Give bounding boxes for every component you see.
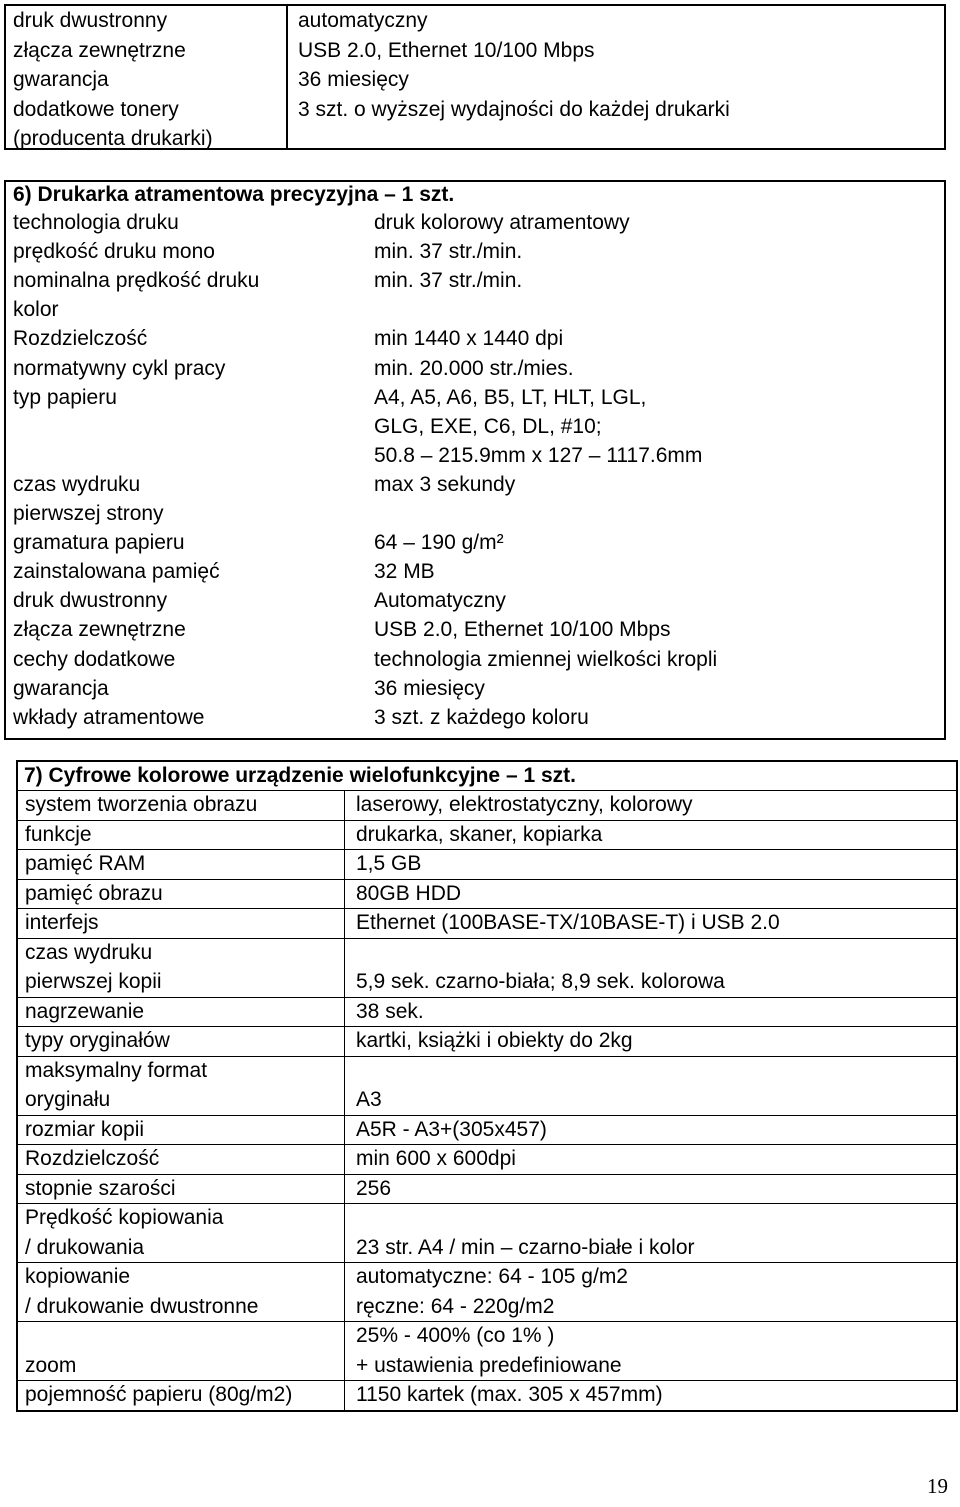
spec-row — [16, 849, 958, 879]
spec-value: 1150 kartek (max. 305 x 457mm) — [356, 1383, 663, 1406]
spec-value: 3 szt. o wyższej wydajności do każdej drukarki — [298, 97, 730, 121]
spec-value: 50.8 – 215.9mm x 127 – 1117.6mm — [374, 443, 703, 467]
spec-label: gwarancja — [13, 68, 109, 91]
spec-value: A4, A5, A6, B5, LT, HLT, LGL, — [374, 385, 647, 409]
spec-label: pamięć obrazu — [25, 881, 163, 905]
spec-row — [4, 6, 946, 36]
spec-row — [16, 1056, 958, 1115]
spec-value: min. 37 str./min. — [374, 240, 523, 264]
spec-value: automatyczne: 64 - 105 g/m2 — [356, 1265, 628, 1288]
spec-row — [4, 208, 946, 237]
spec-label: gramatura papieru — [13, 531, 185, 555]
spec-row — [4, 615, 946, 644]
column-divider — [344, 1174, 345, 1204]
spec-value: 256 — [356, 1176, 392, 1200]
column-divider — [344, 997, 345, 1027]
spec-row — [4, 586, 946, 615]
spec-label: stopnie szarości — [25, 1176, 176, 1200]
spec-row — [16, 1262, 958, 1321]
border-bottom — [4, 738, 946, 740]
spec-label: wkłady atramentowe — [13, 705, 205, 729]
spec-row — [16, 938, 958, 997]
spec-value: USB 2.0, Ethernet 10/100 Mbps — [374, 618, 671, 642]
column-divider — [344, 1056, 345, 1115]
spec-label: pojemność papieru (80g/m2) — [25, 1383, 293, 1406]
spec-value: 36 miesięcy — [374, 676, 485, 700]
spec-value: GLG, EXE, C6, DL, #10; — [374, 414, 602, 438]
spec-label: typy oryginałów — [25, 1029, 170, 1052]
page-number: 19 — [927, 1474, 948, 1498]
spec-value: 1,5 GB — [356, 852, 422, 875]
spec-value: min 600 x 600dpi — [356, 1147, 516, 1170]
spec-label: typ papieru — [13, 385, 117, 409]
spec-row — [16, 1115, 958, 1145]
spec-value: min. 20.000 str./mies. — [374, 356, 574, 380]
column-divider — [344, 938, 345, 997]
column-divider — [344, 1321, 345, 1380]
spec-label: złącza zewnętrzne — [13, 38, 186, 62]
spec-label: maksymalny format — [25, 1058, 208, 1082]
spec-row — [16, 1174, 958, 1204]
spec-value: min 1440 x 1440 dpi — [374, 327, 564, 351]
spec-row — [4, 95, 946, 154]
column-divider — [344, 1262, 345, 1321]
spec-value: USB 2.0, Ethernet 10/100 Mbps — [298, 38, 595, 62]
spec-value: 23 str. A4 / min – czarno-białe i kolor — [356, 1235, 695, 1259]
section-7-mfp-table — [16, 760, 958, 1412]
spec-label: druk dwustronny — [13, 9, 168, 32]
spec-label: Rozdzielczość — [13, 327, 148, 351]
spec-row — [4, 266, 946, 324]
spec-value: ręczne: 64 - 220g/m2 — [356, 1294, 555, 1318]
top-spec-table — [4, 4, 946, 150]
column-divider — [344, 1115, 345, 1145]
header-divider — [16, 790, 958, 791]
spec-label: czas wydruku — [13, 472, 141, 496]
spec-row — [16, 1321, 958, 1380]
spec-value: drukarka, skaner, kopiarka — [356, 822, 603, 846]
spec-label: Rozdzielczość — [25, 1147, 160, 1170]
spec-label: druk dwustronny — [13, 589, 168, 613]
column-divider — [344, 879, 345, 909]
column-divider — [344, 1144, 345, 1174]
spec-row — [16, 1380, 958, 1410]
spec-value: 80GB HDD — [356, 881, 462, 905]
section-6-title: 6) Drukarka atramentowa precyzyjna – 1 szt. — [13, 183, 455, 206]
spec-row — [4, 324, 946, 353]
spec-label: rozmiar kopii — [25, 1117, 145, 1141]
spec-row — [4, 528, 946, 557]
spec-label: cechy dodatkowe — [13, 647, 176, 671]
spec-value: Automatyczny — [374, 589, 506, 613]
spec-value: 32 MB — [374, 560, 435, 584]
spec-label: technologia druku — [13, 211, 179, 234]
spec-label: czas wydruku — [25, 940, 153, 964]
column-divider — [344, 1203, 345, 1262]
spec-row — [4, 645, 946, 674]
spec-value: min. 37 str./min. — [374, 269, 523, 293]
spec-label: / drukowania — [25, 1235, 145, 1259]
spec-value: max 3 sekundy — [374, 472, 516, 496]
spec-value: 38 sek. — [356, 999, 424, 1023]
spec-value: Ethernet (100BASE-TX/10BASE-T) i USB 2.0 — [356, 911, 780, 934]
spec-value: druk kolorowy atramentowy — [374, 211, 630, 234]
column-divider — [344, 908, 345, 938]
spec-value: 5,9 sek. czarno-biała; 8,9 sek. kolorowa — [356, 970, 725, 993]
spec-label: nagrzewanie — [25, 999, 145, 1023]
spec-value: A3 — [356, 1088, 382, 1111]
column-divider — [344, 1380, 345, 1410]
spec-label: zainstalowana pamięć — [13, 560, 220, 584]
spec-row — [16, 908, 958, 938]
spec-row — [16, 879, 958, 909]
spec-label: (producenta drukarki) — [13, 127, 213, 150]
spec-value: automatyczny — [298, 9, 428, 32]
column-divider — [344, 820, 345, 850]
spec-row — [4, 674, 946, 703]
spec-label: zoom — [25, 1353, 77, 1377]
spec-value: 36 miesięcy — [298, 68, 409, 91]
spec-label: pamięć RAM — [25, 852, 146, 875]
spec-label: system tworzenia obrazu — [25, 793, 258, 816]
spec-value: 64 – 190 g/m² — [374, 531, 504, 555]
spec-value: technologia zmiennej wielkości kropli — [374, 647, 718, 671]
spec-value: kartki, książki i obiekty do 2kg — [356, 1029, 633, 1052]
spec-value: 3 szt. z każdego koloru — [374, 705, 589, 729]
spec-row — [4, 470, 946, 528]
spec-label: nominalna prędkość druku — [13, 269, 260, 293]
spec-row — [4, 703, 946, 732]
spec-row — [4, 36, 946, 66]
spec-label: funkcje — [25, 822, 92, 846]
spec-row — [16, 1203, 958, 1262]
spec-label: złącza zewnętrzne — [13, 618, 186, 642]
border-bottom — [16, 1410, 958, 1412]
spec-label: oryginału — [25, 1088, 111, 1111]
spec-label: pierwszej strony — [13, 501, 164, 525]
spec-label: dodatkowe tonery — [13, 97, 179, 121]
spec-label: normatywny cykl pracy — [13, 356, 226, 380]
column-divider — [344, 849, 345, 879]
spec-value: 25% - 400% (co 1% ) — [356, 1324, 555, 1347]
column-divider — [344, 1026, 345, 1056]
spec-row — [4, 237, 946, 266]
spec-row — [16, 997, 958, 1027]
spec-label: kolor — [13, 298, 59, 322]
spec-row — [16, 820, 958, 850]
spec-row — [4, 383, 946, 470]
spec-label: pierwszej kopii — [25, 970, 162, 993]
spec-row — [4, 557, 946, 586]
spec-label: / drukowanie dwustronne — [25, 1294, 259, 1318]
spec-value: + ustawienia predefiniowane — [356, 1353, 622, 1377]
spec-row — [4, 65, 946, 95]
spec-label: kopiowanie — [25, 1265, 131, 1288]
spec-row — [4, 354, 946, 383]
spec-label: gwarancja — [13, 676, 109, 700]
column-divider — [344, 790, 345, 820]
spec-label: Prędkość kopiowania — [25, 1206, 224, 1229]
spec-label: interfejs — [25, 911, 99, 934]
section-6-printer-table — [4, 180, 946, 740]
spec-row — [16, 790, 958, 820]
spec-label: prędkość druku mono — [13, 240, 215, 264]
spec-row — [16, 1026, 958, 1056]
spec-value: laserowy, elektrostatyczny, kolorowy — [356, 793, 693, 816]
spec-value: A5R - A3+(305x457) — [356, 1117, 547, 1141]
section-7-title: 7) Cyfrowe kolorowe urządzenie wielofunkcyjne – 1 szt. — [24, 764, 576, 787]
spec-row — [16, 1144, 958, 1174]
